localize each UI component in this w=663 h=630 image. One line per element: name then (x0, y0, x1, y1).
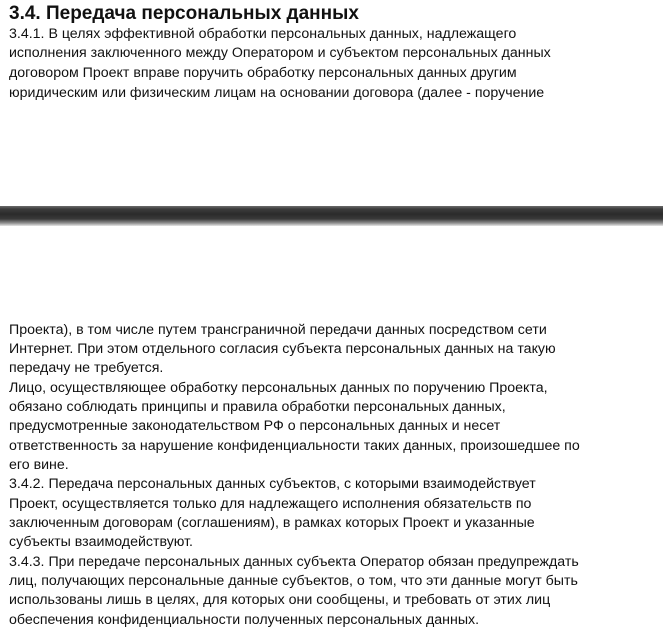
text-line: Проект, осуществляется только для надлежащего исполнения обязательств по (9, 496, 532, 512)
text-line: его вине. (9, 457, 69, 473)
text-line: обязано соблюдать принципы и правила обработки персональных данных, (9, 399, 506, 415)
text-line: лиц, получающих персональные данные субъектов, о том, что эти данные могут быть (9, 573, 578, 589)
document-page-bottom (0, 226, 663, 628)
text-line: 3.4.3. При передаче персональных данных субъекта Оператор обязан предупреждать (9, 554, 579, 570)
text-line: договором Проект вправе поручить обработку персональных данных другим (9, 65, 517, 81)
text-line: субъекты взаимодействуют. (9, 534, 193, 550)
text-line: Проекта), в том числе путем трансграничной передачи данных посредством сети (9, 322, 547, 338)
text-line: обеспечения конфиденциальности полученных персональных данных. (9, 612, 480, 628)
text-line: ответственность за нарушение конфиденциальности таких данных, произошедшее по (9, 438, 580, 454)
text-line: 3.4.2. Передача персональных данных субъектов, с которыми взаимодействует (9, 476, 536, 492)
text-line: 3.4.1. В целях эффективной обработки персональных данных, надлежащего (9, 26, 517, 42)
text-line: исполнения заключенного между Оператором и субъектом персональных данных (9, 45, 551, 61)
text-line: заключенным договорам (соглашениям), в рамках которых Проект и указанные (9, 515, 535, 531)
section-heading: 3.4. Передача персональных данных (9, 3, 359, 24)
text-line: юридическим или физическим лицам на основании договора (далее - поручение (9, 85, 545, 101)
text-line: Лицо, осуществляющее обработку персональных данных по поручению Проекта, (9, 380, 548, 396)
text-line: предусмотренные законодательством РФ о персональных данных и несет (9, 418, 501, 434)
text-line: Интернет. При этом отдельного согласия субъекта персональных данных на такую (9, 341, 556, 357)
document-page-top (0, 0, 663, 205)
text-line: использованы лишь в целях, для которых они сообщены, и требовать от этих лиц (9, 592, 551, 608)
page-break-divider (0, 206, 663, 226)
text-line: передачу не требуется. (9, 360, 164, 376)
